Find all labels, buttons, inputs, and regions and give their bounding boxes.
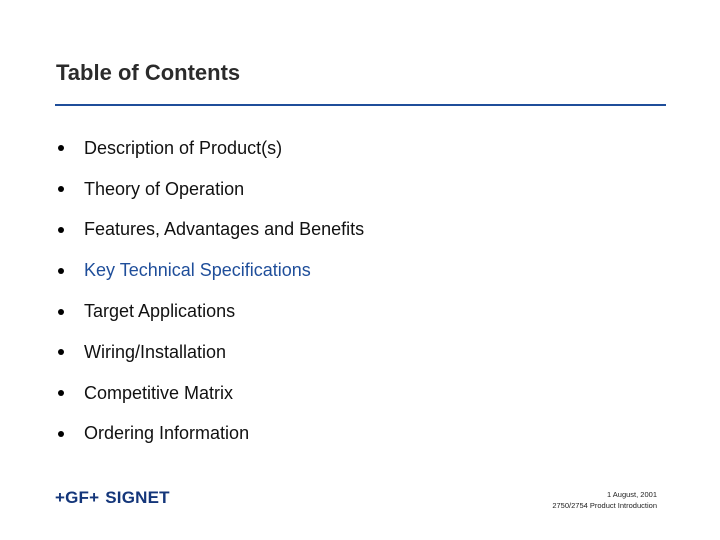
logo-brand-text: SIGNET (105, 488, 170, 507)
bullet-icon (58, 390, 64, 396)
logo-gf-mark: +GF+ (55, 488, 100, 507)
bullet-icon (58, 349, 64, 355)
toc-item-label: Key Technical Specifications (84, 260, 311, 281)
title-divider (55, 104, 666, 106)
toc-item-label: Competitive Matrix (84, 382, 234, 403)
toc-item-label: Description of Product(s) (84, 137, 283, 158)
bullet-icon (58, 145, 64, 151)
toc-item[interactable] (58, 169, 364, 210)
toc-item[interactable] (58, 373, 364, 414)
footer-date: 1 August, 2001 (606, 490, 657, 499)
toc-item[interactable] (58, 332, 364, 373)
toc-item-active[interactable] (58, 250, 364, 291)
bullet-icon (58, 227, 64, 233)
toc-item[interactable] (58, 291, 364, 332)
toc-item[interactable] (58, 414, 364, 455)
toc-item-label: Theory of Operation (84, 178, 245, 199)
bullet-icon (58, 309, 64, 315)
bullet-icon (58, 431, 64, 437)
toc-item-label: Target Applications (84, 301, 236, 322)
toc-item-label: Wiring/Installation (84, 341, 227, 362)
page-title: Table of Contents (56, 60, 241, 85)
bullet-icon (58, 268, 64, 274)
footer-info (552, 489, 657, 511)
toc-item-label: Ordering Information (84, 423, 250, 444)
toc-item[interactable] (58, 210, 364, 251)
toc-item[interactable] (58, 128, 364, 169)
toc-item-label: Features, Advantages and Benefits (84, 219, 365, 240)
company-logo (55, 488, 170, 508)
toc-list (58, 128, 364, 454)
footer-subtitle: 2750/2754 Product Introduction (552, 501, 657, 510)
bullet-icon (58, 186, 64, 192)
